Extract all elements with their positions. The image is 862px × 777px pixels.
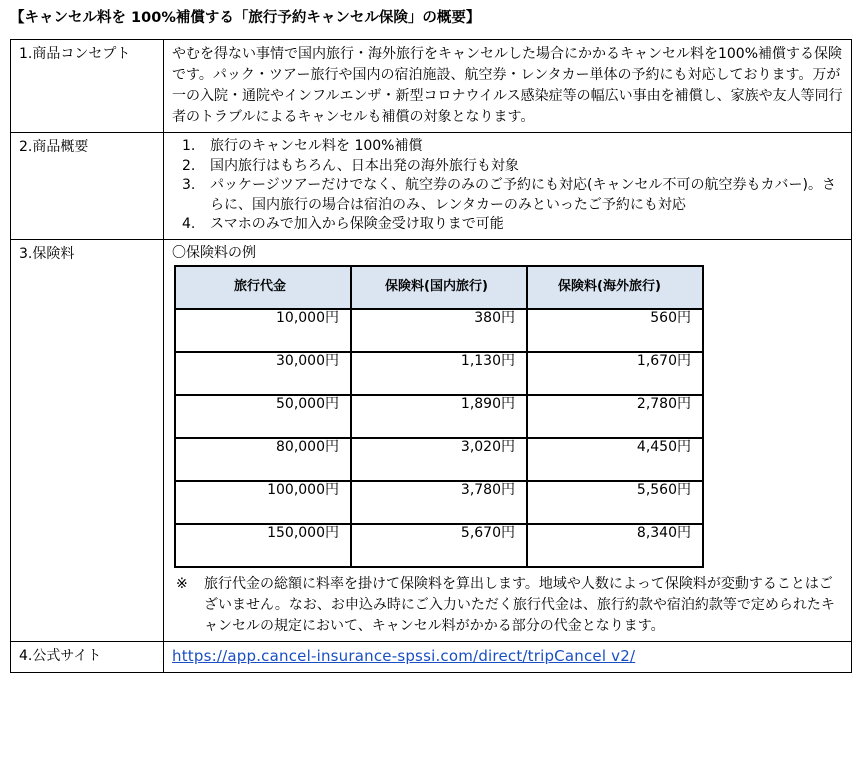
table-row — [175, 524, 703, 567]
list-item — [172, 215, 843, 235]
overview-list — [172, 137, 843, 235]
table-row — [175, 438, 703, 481]
list-number: 3. — [182, 177, 196, 193]
concept-text: やむを得ない事情で国内旅行・海外旅行をキャンセルした場合にかかるキャンセル料を100%補償する保険です。パック・ツアー旅行や国内の宿泊施設、航空券・レンタカー単体の予約にも対応しております。万が一の入院・通院やインフルエンザ・新型コロナウイルス感染症等の幅広い事由を補償し、家族や友人等同行者のトラブルによるキャンセルも補償の対象となります。 — [164, 40, 852, 133]
table-cell: 1,130円 — [351, 352, 527, 395]
premium-example-title: 〇保険料の例 — [172, 244, 256, 261]
note-mark: ※ — [176, 575, 188, 592]
table-cell: 150,000円 — [175, 524, 351, 567]
table-cell: 560円 — [527, 309, 703, 352]
table-cell: 3,780円 — [351, 481, 527, 524]
overview-table — [10, 39, 852, 673]
premium-note — [172, 574, 843, 637]
list-number: 4. — [182, 216, 196, 232]
table-cell: 3,020円 — [351, 438, 527, 481]
table-cell: 5,670円 — [351, 524, 527, 567]
list-item — [172, 137, 843, 157]
table-cell: 4,450円 — [527, 438, 703, 481]
header-overseas: 保険料(海外旅行) — [527, 266, 703, 309]
overview-row — [11, 133, 852, 240]
table-cell: 380円 — [351, 309, 527, 352]
list-text: スマホのみで加入から保険金受け取りまで可能 — [210, 216, 504, 232]
list-text: 国内旅行はもちろん、日本出発の海外旅行も対象 — [210, 157, 519, 174]
table-row — [175, 352, 703, 395]
table-cell: 30,000円 — [175, 352, 351, 395]
site-cell — [164, 641, 852, 672]
premium-header-row — [175, 266, 703, 309]
table-cell: 1,890円 — [351, 395, 527, 438]
table-cell: 2,780円 — [527, 395, 703, 438]
table-cell: 50,000円 — [175, 395, 351, 438]
concept-label: 1.商品コンセプト — [11, 40, 164, 133]
table-cell: 8,340円 — [527, 524, 703, 567]
list-text: 旅行のキャンセル料を 100%補償 — [210, 138, 423, 154]
site-row — [11, 641, 852, 672]
table-row — [175, 309, 703, 352]
table-cell: 1,670円 — [527, 352, 703, 395]
list-number: 1. — [182, 138, 196, 154]
header-travel-cost: 旅行代金 — [175, 266, 351, 309]
table-cell: 80,000円 — [175, 438, 351, 481]
premium-row — [11, 239, 852, 641]
premium-table — [174, 265, 704, 568]
site-label: 4.公式サイト — [11, 641, 164, 672]
document-title: 【キャンセル料を 100%補償する「旅行予約キャンセル保険」の概要】 — [10, 10, 481, 26]
overview-label: 2.商品概要 — [11, 133, 164, 240]
list-item — [172, 157, 843, 177]
table-row — [175, 481, 703, 524]
table-cell: 100,000円 — [175, 481, 351, 524]
premium-label: 3.保険料 — [11, 239, 164, 641]
list-number: 2. — [182, 157, 196, 174]
overview-cell — [164, 133, 852, 240]
concept-row — [11, 40, 852, 133]
table-row — [175, 395, 703, 438]
official-site-link[interactable]: https://app.cancel-insurance-spssi.com/direct/tripCancel v2/ — [172, 646, 636, 665]
premium-cell — [164, 239, 852, 641]
list-text: パッケージツアーだけでなく、航空券のみのご予約にも対応(キャンセル不可の航空券もカバー)。さらに、国内旅行の場合は宿泊のみ、レンタカーのみといったご予約にも対応 — [210, 177, 836, 213]
table-cell: 5,560円 — [527, 481, 703, 524]
list-item — [172, 176, 843, 215]
header-domestic: 保険料(国内旅行) — [351, 266, 527, 309]
table-cell: 10,000円 — [175, 309, 351, 352]
note-text: 旅行代金の総額に料率を掛けて保険料を算出します。地域や人数によって保険料が変動することはございません。なお、お申込み時にご入力いただく旅行代金は、旅行約款や宿泊約款等で定められたキャンセルの規定において、キャンセル料がかかる部分の代金となります。 — [204, 575, 835, 634]
